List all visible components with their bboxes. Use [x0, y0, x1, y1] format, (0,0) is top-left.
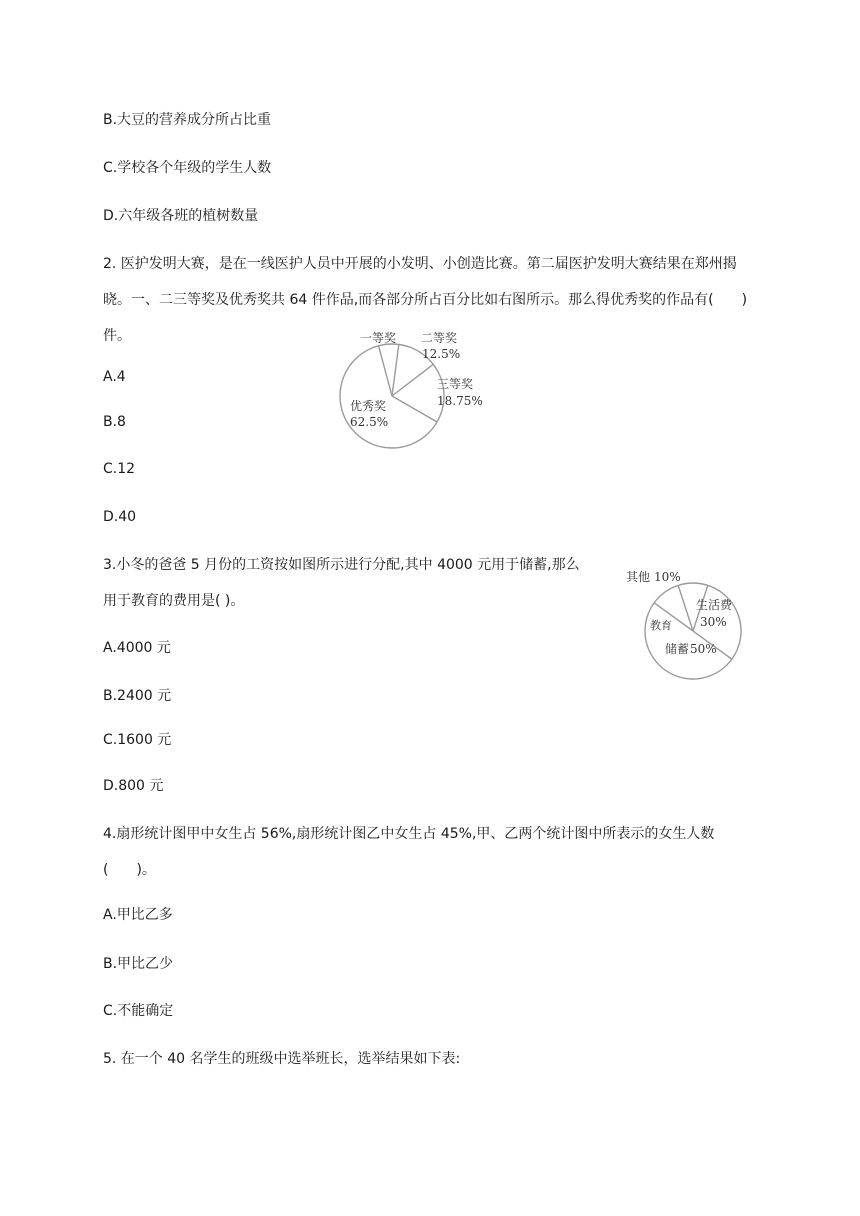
q3-option-c: C.1600 元: [103, 732, 172, 748]
q2-label-first: 一等奖: [360, 331, 397, 345]
q3-label-savings: 储蓄: [665, 642, 690, 656]
q4-option-b: B.甲比乙少: [103, 956, 174, 972]
q4-stem: 4.扇形统计图甲中女生占 56%,扇形统计图乙中女生占 45%,甲、乙两个统计图中所表示的女生人数( )。: [103, 826, 715, 878]
q2-value-excellent: 62.5%: [350, 415, 389, 429]
q3-pie-chart: [620, 560, 770, 684]
q3-value-living: 30%: [700, 615, 727, 629]
q3-option-a: A.4000 元: [103, 640, 171, 656]
q3-label-education: 教育: [650, 619, 672, 632]
q3-label-living: 生活费: [696, 598, 733, 612]
q2-pie-spoke-0: [379, 346, 392, 396]
q3-option-b: B.2400 元: [103, 688, 172, 704]
q2-label-excellent: 优秀奖: [350, 399, 387, 413]
q1-option-c: C.学校各个年级的学生人数: [103, 160, 272, 176]
q2-value-third: 18.75%: [437, 394, 483, 408]
q5-stem: 5. 在一个 40 名学生的班级中选举班长，选举结果如下表:: [103, 1051, 461, 1067]
q4-option-a: A.甲比乙多: [103, 907, 173, 923]
q3-label-other: 其他: [626, 570, 651, 584]
q2-option-d: D.40: [103, 509, 137, 525]
q1-option-d: D.六年级各班的植树数量: [103, 208, 259, 224]
q2-stem: 2. 医护发明大赛，是在一线医护人员中开展的小发明、小创造比赛。第二届医护发明大赛结果在郑州揭晓。一、二三等奖及优秀奖共 64 件作品,而各部分所占百分比如右图所示。那么得优秀奖的作品有( )件。: [103, 256, 748, 344]
q3-value-savings: 50%: [690, 642, 717, 656]
q2-option-b: B.8: [103, 414, 126, 430]
q2-label-second: 二等奖: [421, 331, 458, 345]
q2-pie-chart: [330, 324, 500, 450]
q2-option-a: A.4: [103, 369, 126, 385]
q3-pie-spoke-0: [678, 585, 693, 631]
q2-pie-spoke-2: [392, 364, 433, 396]
q2-pie-spoke-1: [392, 344, 399, 396]
q3-option-d: D.800 元: [103, 778, 164, 794]
q1-option-b: B.大豆的营养成分所占比重: [103, 112, 272, 128]
q2-option-c: C.12: [103, 461, 136, 477]
q3-stem-line1: 3.小冬的爸爸 5 月份的工资按如图所示进行分配,其中 4000 元用于储蓄,那么: [103, 557, 580, 573]
q3-value-other: 10%: [654, 570, 681, 584]
q3-stem-line2: 用于教育的费用是( )。: [103, 593, 245, 609]
q2-value-second: 12.5%: [422, 347, 461, 361]
q2-label-third: 三等奖: [437, 377, 474, 391]
q2-pie-spoke-3: [392, 396, 437, 422]
q4-option-c: C.不能确定: [103, 1003, 174, 1019]
